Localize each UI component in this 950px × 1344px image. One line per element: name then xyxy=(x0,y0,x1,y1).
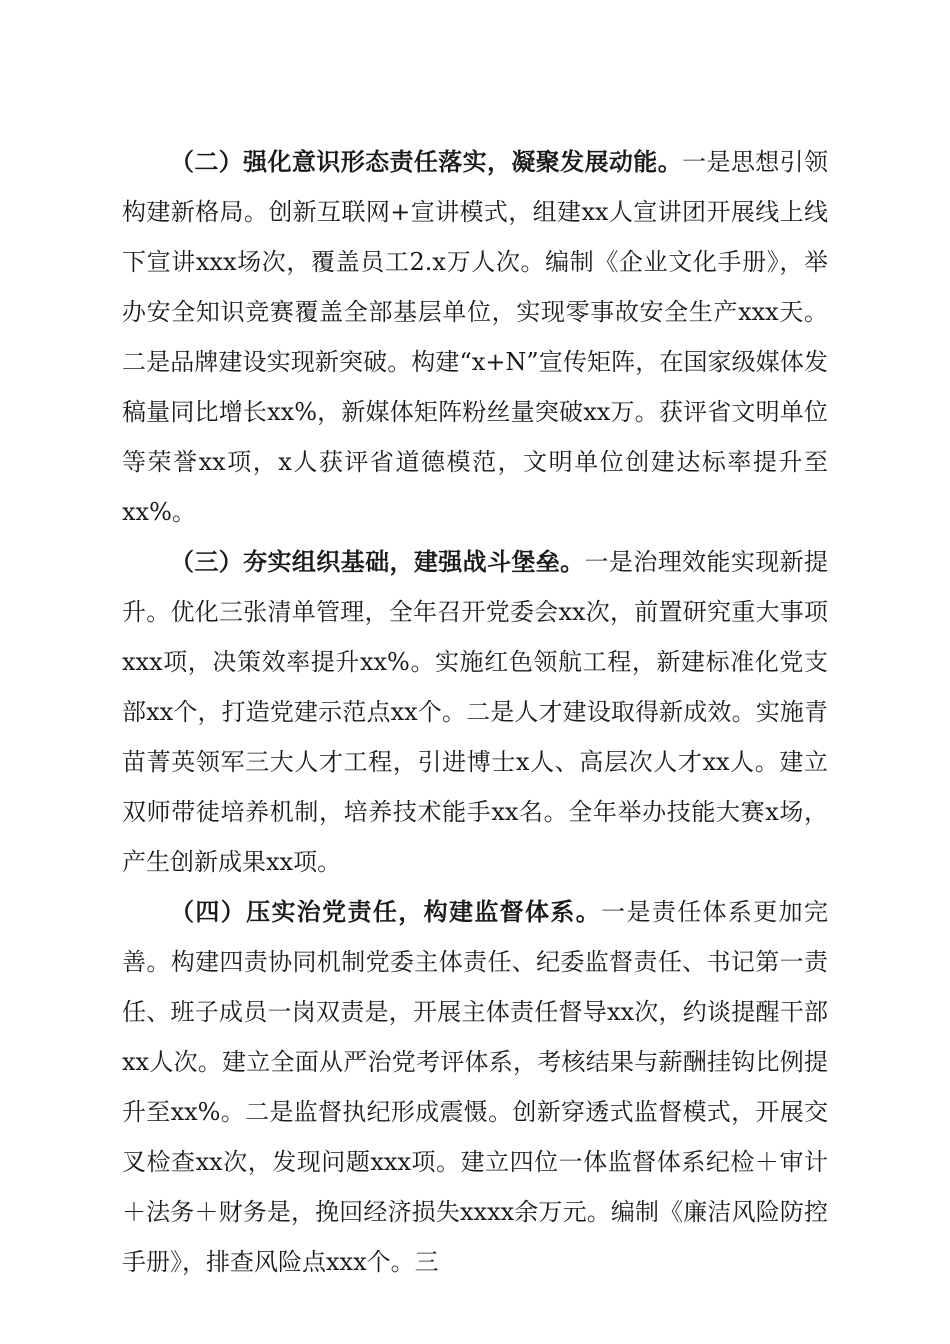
paragraph-4 xyxy=(122,887,828,1287)
paragraph-text: 一是思想引领构建新格局。创新互联网+宣讲模式，组建xx人宣讲团开展线上线下宣讲xxx场次，覆盖员工2.x万人次。编制《企业文化手册》，举办安全知识竞赛覆盖全部基层单位，实现零事故安全生产xxx天。二是品牌建设实现新突破。构建“x+N”宣传矩阵，在国家级媒体发稿量同比增长xx%，新媒体矩阵粉丝量突破xx万。获评省文明单位等荣誉xx项，x人获评省道德模范，文明单位创建达标率提升至xx%。 xyxy=(122,148,829,526)
paragraph-heading: （四）压实治党责任，构建监督体系。 xyxy=(170,897,602,926)
paragraph-text: 一是治理效能实现新提升。优化三张清单管理，全年召开党委会xx次，前置研究重大事项xxx项，决策效率提升xx%。实施红色领航工程，新建标准化党支部xx个，打造党建示范点xx个。二是人才建设取得新成效。实施青苗菁英领军三大人才工程，引进博士x人、高层次人才xx人。建立双师带徒培养机制，培养技术能手xx名。全年举办技能大赛x场，产生创新成果xx项。 xyxy=(122,548,829,876)
paragraph-2 xyxy=(122,137,828,537)
paragraph-3 xyxy=(122,537,828,887)
paragraph-text: 一是责任体系更加完善。构建四责协同机制党委主体责任、纪委监督责任、书记第一责任、班子成员一岗双责是，开展主体责任督导xx次，约谈提醒干部xx人次。建立全面从严治党考评体系，考核结果与薪酬挂钩比例提升至xx%。二是监督执纪形成震慑。创新穿透式监督模式，开展交叉检查xx次，发现问题xxx项。建立四位一体监督体系纪检＋审计＋法务＋财务是，挽回经济损失xxxx余万元。编制《廉洁风险防控手册》，排查风险点xxx个。三 xyxy=(122,898,829,1276)
paragraph-heading: （二）强化意识形态责任落实，凝聚发展动能。 xyxy=(170,147,683,176)
document-body xyxy=(122,137,828,1287)
paragraph-heading: （三）夯实组织基础，建强战斗堡垒。 xyxy=(170,547,585,576)
